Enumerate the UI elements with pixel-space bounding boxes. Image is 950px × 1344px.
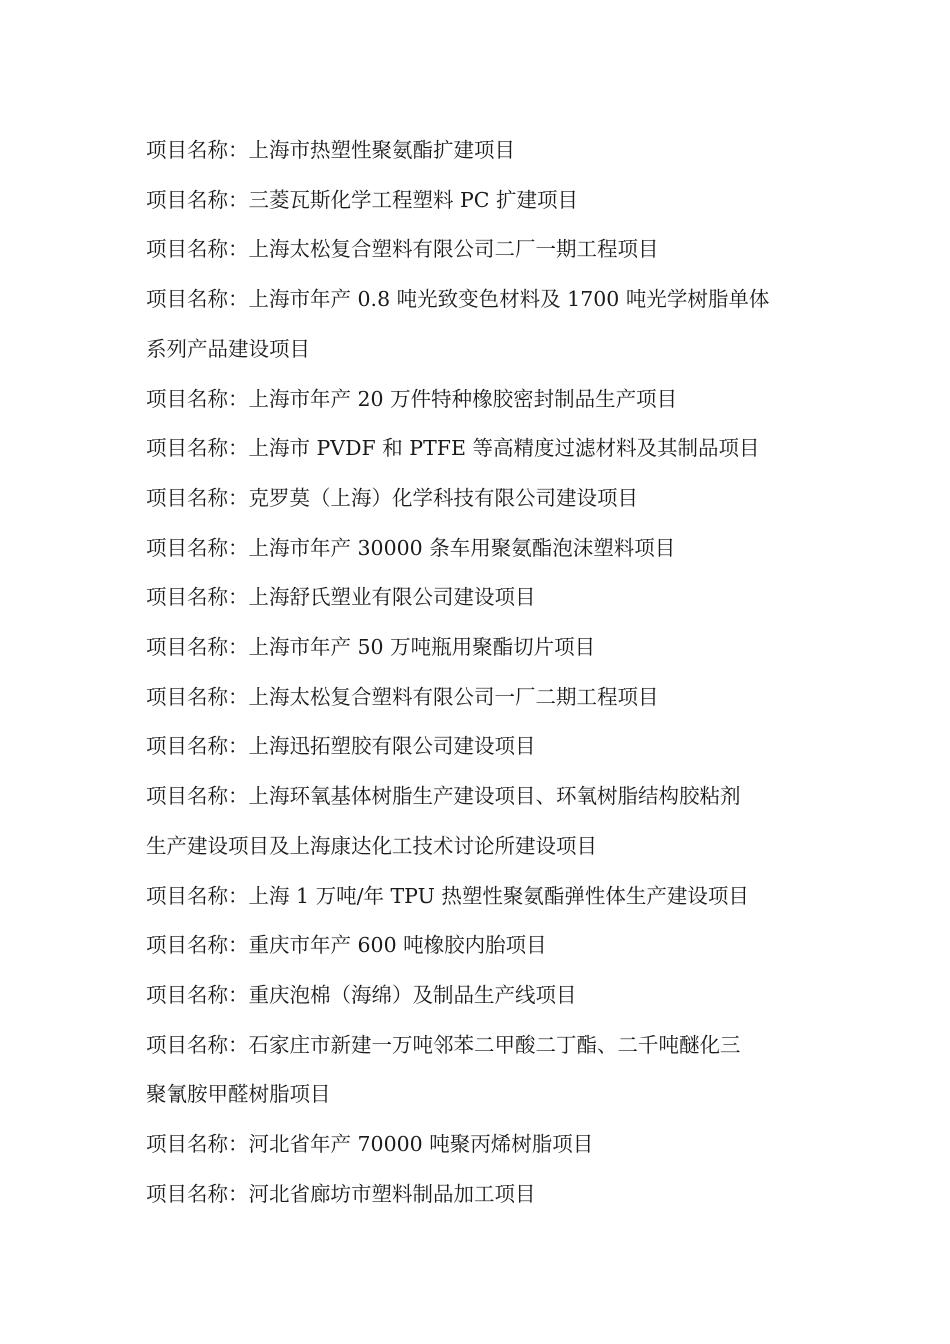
project-item-12 — [146, 722, 810, 772]
project-line: 项目名称：上海市 PVDF 和 PTFE 等高精度过滤材料及其制品项目 — [146, 436, 760, 461]
project-item-5 — [146, 375, 810, 425]
project-line: 项目名称：上海市年产 0.8 吨光致变色材料及 1700 吨光学树脂单体 — [146, 287, 770, 312]
project-line-continued: 聚氰胺甲醛树脂项目 — [146, 1082, 331, 1107]
project-line: 项目名称：上海市年产 20 万件特种橡胶密封制品生产项目 — [146, 386, 678, 411]
project-line: 项目名称：上海市年产 50 万吨瓶用聚酯切片项目 — [146, 635, 596, 660]
project-item-2 — [146, 176, 810, 226]
project-item-4 — [146, 275, 810, 374]
project-line: 项目名称：上海环氧基体树脂生产建设项目、环氧树脂结构胶粘剂 — [146, 784, 741, 809]
project-item-1 — [146, 126, 810, 176]
project-line-continued: 系列产品建设项目 — [146, 336, 310, 361]
project-item-19 — [146, 1170, 810, 1220]
project-item-15 — [146, 921, 810, 971]
project-item-6 — [146, 424, 810, 474]
project-line-continued: 生产建设项目及上海康达化工技术讨论所建设项目 — [146, 833, 597, 858]
project-item-16 — [146, 971, 810, 1021]
project-line: 项目名称：上海迅拓塑胶有限公司建设项目 — [146, 734, 536, 759]
project-line: 项目名称：河北省廊坊市塑料制品加工项目 — [146, 1181, 536, 1206]
project-line: 项目名称：重庆泡棉（海绵）及制品生产线项目 — [146, 982, 577, 1007]
project-item-9 — [146, 573, 810, 623]
project-line: 项目名称：石家庄市新建一万吨邻苯二甲酸二丁酯、二千吨醚化三 — [146, 1032, 741, 1057]
project-item-11 — [146, 673, 810, 723]
project-item-13 — [146, 772, 810, 871]
project-line: 项目名称：上海市年产 30000 条车用聚氨酯泡沫塑料项目 — [146, 535, 676, 560]
project-line: 项目名称：克罗莫（上海）化学科技有限公司建设项目 — [146, 485, 638, 510]
project-item-18 — [146, 1120, 810, 1170]
project-line: 项目名称：上海舒氏塑业有限公司建设项目 — [146, 585, 536, 610]
project-item-17 — [146, 1021, 810, 1120]
project-line: 项目名称：上海太松复合塑料有限公司二厂一期工程项目 — [146, 237, 659, 262]
project-item-8 — [146, 524, 810, 574]
project-line: 项目名称：上海 1 万吨/年 TPU 热塑性聚氨酯弹性体生产建设项目 — [146, 883, 749, 908]
project-line: 项目名称：三菱瓦斯化学工程塑料 PC 扩建项目 — [146, 187, 579, 212]
project-line: 项目名称：上海太松复合塑料有限公司一厂二期工程项目 — [146, 684, 659, 709]
project-line: 项目名称：重庆市年产 600 吨橡胶内胎项目 — [146, 933, 547, 958]
document-page — [146, 126, 810, 1219]
project-item-10 — [146, 623, 810, 673]
project-line: 项目名称：上海市热塑性聚氨酯扩建项目 — [146, 138, 515, 162]
project-item-14 — [146, 872, 810, 922]
project-line: 项目名称：河北省年产 70000 吨聚丙烯树脂项目 — [146, 1132, 594, 1157]
project-item-3 — [146, 225, 810, 275]
project-item-7 — [146, 474, 810, 524]
